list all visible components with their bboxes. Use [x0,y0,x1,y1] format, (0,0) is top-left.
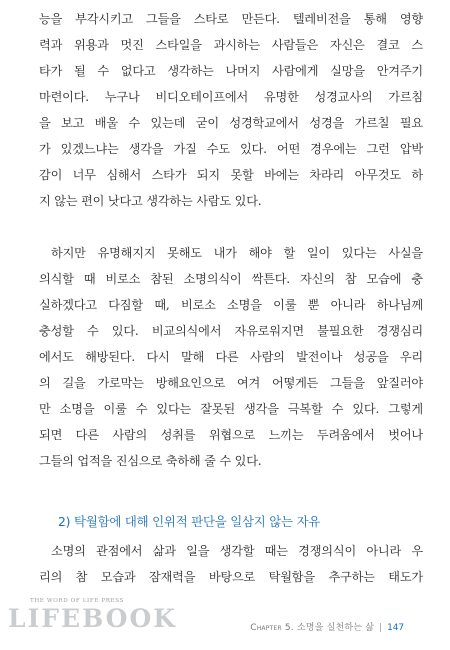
text-line: 하지만 유명해지지 못해도 내가 해야 할 일이 있다는 사실을 [51,246,423,260]
paragraph [39,538,423,590]
text-line: 소명의 관점에서 삶과 일을 생각할 때는 경쟁의식이 아니라 우 [51,544,423,558]
text-line: 에서도 해방된다. 다시 말해 다른 사람의 발전이나 성공을 우리 [39,350,423,364]
text-line: 리의 참 모습과 잠재력을 바탕으로 탁월함을 추구하는 태도가 [39,570,423,584]
text-line: 가 있겠느냐는 생각을 가질 수도 있다. 어떤 경우에는 그런 압박 [39,142,423,156]
text-line: 감이 너무 심해서 스타가 되지 못할 바에는 차라리 아무것도 하 [39,168,423,182]
text-line: 그들의 업적을 진심으로 축하해 줄 수 있다. [39,454,262,468]
text-line: 충성할 수 있다. 비교의식에서 자유로워지면 불필요한 경쟁심리 [39,324,423,338]
chapter-title: Chapter 5. 소명을 실천하는 삶 [250,623,375,633]
footer-separator: | [379,623,383,633]
logo-wordmark: LIFEBOOK [8,604,177,633]
running-footer [250,620,404,633]
logo-subtitle: THE WORD OF LIFE PRESS [29,598,125,604]
page-number: 147 [387,623,404,633]
text-line: 되면 다른 사람의 성취를 위협으로 느끼는 두려움에서 벗어나 [39,428,423,442]
section-heading: 2) 탁월함에 대해 인위적 판단을 일삼지 않는 자유 [58,514,321,529]
paragraph [39,240,423,474]
publisher-logo [8,598,177,646]
paragraph [39,6,423,214]
text-line: 마련이다. 누구나 비디오테이프에서 유명한 성경교사의 가르침 [39,90,423,104]
text-line: 능을 부각시키고 그들을 스타로 만든다. 텔레비전을 통해 영향 [39,12,423,26]
text-line: 지 않는 편이 낫다고 생각하는 사람도 있다. [39,194,262,208]
text-line: 을 보고 배울 수 있는데 굳이 성경학교에서 성경을 가르칠 필요 [39,116,423,130]
text-line: 타가 될 수 없다고 생각하는 나머지 사람에게 실망을 안겨주기 [39,64,423,78]
text-line: 만 소명을 이룰 수 있다는 잘못된 생각을 극복할 수 있다. 그렇게 [39,402,423,416]
text-line: 의 길을 가로막는 방해요인으로 여겨 어떻게든 그들을 앞질러야 [39,376,423,390]
text-line: 의식할 때 비로소 참된 소명의식이 싹튼다. 자신의 참 모습에 충 [39,272,423,286]
text-line: 실하겠다고 다짐할 때, 비로소 소명을 이룰 뿐 아니라 하나님께 [39,298,423,312]
text-line: 력과 위용과 멋진 스타일을 과시하는 사람들은 자신은 결코 스 [39,38,423,52]
